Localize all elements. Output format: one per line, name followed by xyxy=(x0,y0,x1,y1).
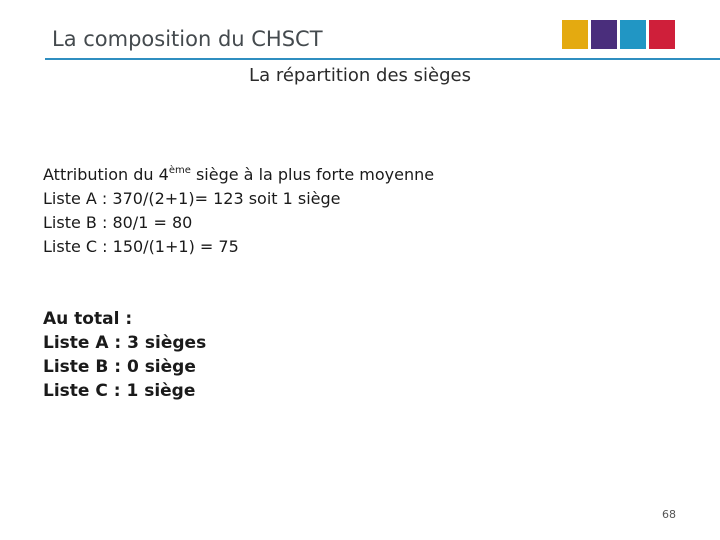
color-square-blue xyxy=(620,20,646,49)
total-heading: Au total : xyxy=(43,309,133,329)
total-line-liste-a: Liste A : 3 sièges xyxy=(43,333,207,353)
header-divider xyxy=(45,58,720,60)
slide-subtitle: La répartition des sièges xyxy=(249,65,471,86)
total-line-liste-b: Liste B : 0 siège xyxy=(43,357,196,377)
page-number: 68 xyxy=(662,508,676,521)
calc-line-liste-b: Liste B : 80/1 = 80 xyxy=(43,213,193,232)
attribution-superscript: ème xyxy=(168,165,191,176)
attribution-suffix: siège à la plus forte moyenne xyxy=(190,165,435,184)
calc-line-liste-c: Liste C : 150/(1+1) = 75 xyxy=(43,237,239,256)
total-line-liste-c: Liste C : 1 siège xyxy=(43,381,196,401)
color-square-purple xyxy=(591,20,617,49)
attribution-prefix: Attribution du 4 xyxy=(43,165,169,184)
attribution-heading xyxy=(43,163,434,187)
color-square-red xyxy=(649,20,675,49)
brand-color-squares xyxy=(562,20,675,49)
calc-line-liste-a: Liste A : 370/(2+1)= 123 soit 1 siège xyxy=(43,189,341,208)
total-summary xyxy=(43,307,206,403)
header-title: La composition du CHSCT xyxy=(52,27,323,51)
attribution-calculation xyxy=(43,163,434,259)
color-square-yellow xyxy=(562,20,588,49)
